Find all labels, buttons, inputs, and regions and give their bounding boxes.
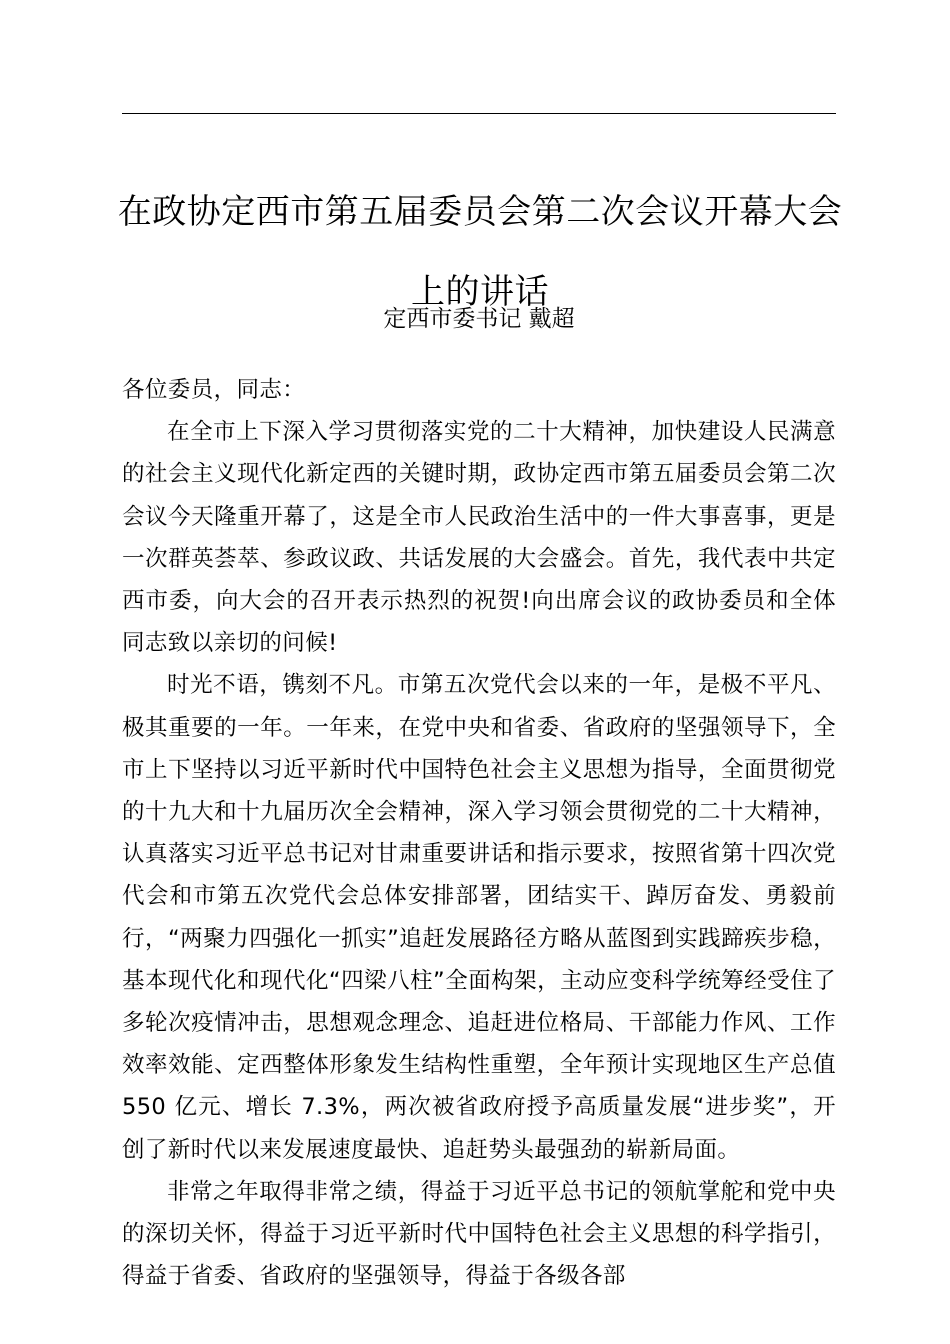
paragraph: 在全市上下深入学习贯彻落实党的二十大精神，加快建设人民满意的社会主义现代化新定西的关键时期，政协定西市第五届委员会第二次会议今天隆重开幕了，这是全市人民政治生活中的一件大事喜事，更是一次群英荟萃、参政议政、共话发展的大会盛会。首先，我代表中共定西市委，向大会的召开表示热烈的祝贺!向出席会议的政协委员和全体同志致以亲切的问候! <box>122 419 836 657</box>
paragraph: 非常之年取得非常之绩，得益于习近平总书记的领航掌舵和党中央的深切关怀，得益于习近平新时代中国特色社会主义思想的科学指引，得益于省委、省政府的坚强领导，得益于各级各部 <box>122 1178 836 1290</box>
document-title: 在政协定西市第五届委员会第二次会议开幕大会上的讲话 <box>117 192 843 312</box>
header-rule <box>122 113 836 114</box>
paragraph: 时光不语，镌刻不凡。市第五次党代会以来的一年，是极不平凡、极其重要的一年。一年来，在党中央和省委、省政府的坚强领导下，全市上下坚持以习近平新时代中国特色社会主义思想为指导，全面贯彻党的十九大和十九届历次全会精神，深入学习领会贯彻党的二十大精神，认真落实习近平总书记对甘肃重要讲话和指示要求，按照省第十四次党代会和市第五次党代会总体安排部署，团结实干、踔厉奋发、勇毅前行，“两聚力四强化一抓实”追赶发展路径方略从蓝图到实践蹄疾步稳，基本现代化和现代化“四梁八柱”全面构架，主动应变科学统筹经受住了多轮次疫情冲击，思想观念理念、追赶进位格局、干部能力作风、工作效率效能、定西整体形象发生结构性重塑，全年预计实现地区生产总值 550 亿元、增长 7.3%，两次被省政府授予高质量发展“进步奖”，开创了新时代以来发展速度最快、追赶势头最强劲的崭新局面。 <box>122 672 836 1163</box>
document-body <box>122 369 836 1297</box>
author-line: 定西市委书记 戴超 <box>383 306 575 332</box>
salutation: 各位委员，同志： <box>122 377 306 403</box>
